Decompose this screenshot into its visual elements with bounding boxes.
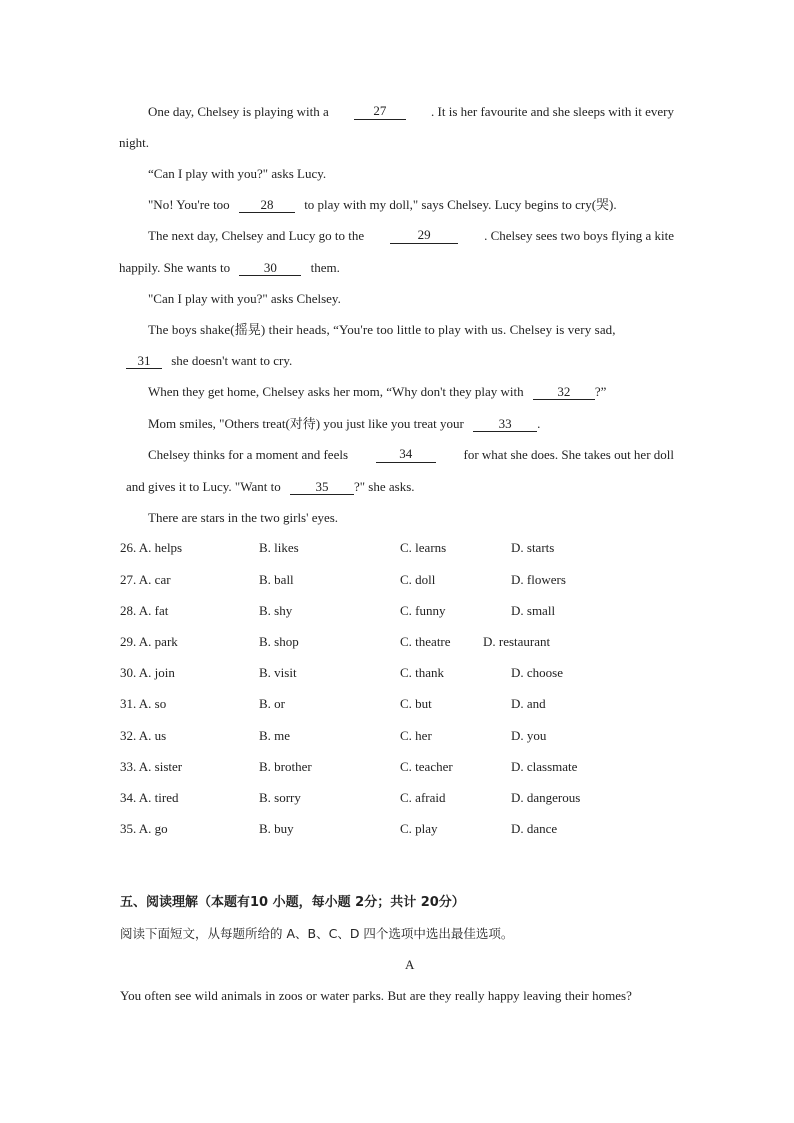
passage-text: . Chelsey sees two boys flying a kite [484,228,674,243]
passage-text: happily. She wants to [119,260,231,275]
option-b: B. likes [259,540,299,555]
blank-27: 27 [354,104,406,120]
passage-line-9b [126,479,415,495]
blank-31: 31 [126,354,162,369]
option-c: C. but [400,696,432,711]
passage-text: The next day, Chelsey and Lucy go to the [148,228,365,243]
blank-32: 32 [533,385,595,400]
passage-text: The boys shake(摇晃) their heads, “You're too little to play with us. Chelsey is very sad, [148,322,616,337]
option-c: C. play [400,821,438,836]
passage-text: them. [310,260,340,275]
passage-text: she doesn't want to cry. [171,353,293,368]
option-b: B. shop [259,634,299,649]
option-d: D. classmate [511,759,578,774]
passage-text: "Can I play with you?" asks Chelsey. [148,291,341,306]
passage-line-7 [148,384,606,400]
blank-34: 34 [376,447,436,463]
option-d: D. restaurant [483,634,551,649]
passage-text: and gives it to Lucy. "Want to [126,479,281,494]
option-b: B. ball [259,572,294,587]
passage-text: Chelsey thinks for a moment and feels [148,447,349,462]
passage-line-8 [148,416,540,432]
option-d: D. and [511,696,546,711]
option-b: B. sorry [259,790,301,805]
blank-28: 28 [239,198,295,213]
option-a: 35. A. go [120,821,168,836]
option-d: D. choose [511,665,563,680]
section-instruction: 阅读下面短文，从每题所给的 A、B、C、D 四个选项中选出最佳选项。 [120,926,514,941]
option-c: C. funny [400,603,446,618]
passage-first-line: You often see wild animals in zoos or water parks. But are they really happy leaving their homes? [120,988,632,1003]
passage-text: Mom smiles, "Others treat(对待) you just like you treat your [148,416,464,431]
passage-text: . It is her favourite and she sleeps with it every [431,104,674,119]
option-c: C. doll [400,572,436,587]
passage-text: One day, Chelsey is playing with a [148,104,329,119]
blank-33: 33 [473,417,537,432]
option-b: B. brother [259,759,312,774]
option-c: C. learns [400,540,447,555]
blank-35: 35 [290,480,354,495]
passage-text: “Can I play with you?" asks Lucy. [148,166,327,181]
option-a: 30. A. join [120,665,175,680]
passage-line-4 [148,228,674,244]
option-b: B. buy [259,821,294,836]
option-d: D. small [511,603,556,618]
option-b: B. shy [259,603,293,618]
passage-text: . [537,416,541,431]
option-b: B. or [259,696,285,711]
option-d: D. starts [511,540,555,555]
passage-text: to play with my doll," says Chelsey. Lucy begins to cry(哭). [304,197,617,212]
passage-text: When they get home, Chelsey asks her mom, “Why don't they play with [148,384,524,399]
option-c: C. thank [400,665,445,680]
option-c: C. her [400,728,432,743]
passage-line-9 [148,447,674,463]
option-a: 33. A. sister [120,759,183,774]
option-a: 29. A. park [120,634,178,649]
passage-text: ?” [594,384,607,399]
option-c: C. teacher [400,759,453,774]
option-a: 32. A. us [120,728,167,743]
passage-text: There are stars in the two girls' eyes. [148,510,339,525]
option-d: D. dance [511,821,558,836]
option-c: C. afraid [400,790,446,805]
option-a: 27. A. car [120,572,171,587]
passage-text: "No! You're too [148,197,230,212]
option-d: D. flowers [511,572,566,587]
passage-line-3 [148,197,648,213]
passage-text: night. [119,135,149,150]
option-a: 26. A. helps [120,540,183,555]
passage-text: ?" she asks. [353,479,415,494]
passage-text: for what she does. She takes out her doll [463,447,674,462]
option-d: D. dangerous [511,790,581,805]
section-title: 五、阅读理解（本题有10 小题，每小题 2分；共计 20分） [120,895,465,910]
option-a: 34. A. tired [120,790,179,805]
option-b: B. visit [259,665,297,680]
option-a: 31. A. so [120,696,167,711]
option-c: C. theatre [400,634,451,649]
blank-30: 30 [239,261,301,276]
passage-line-6b [126,353,292,369]
passage-line-1 [148,104,674,120]
option-b: B. me [259,728,291,743]
blank-29: 29 [390,228,458,244]
passage-label: A [405,957,415,972]
option-a: 28. A. fat [120,603,169,618]
passage-line-4b [119,260,340,276]
option-d: D. you [511,728,547,743]
